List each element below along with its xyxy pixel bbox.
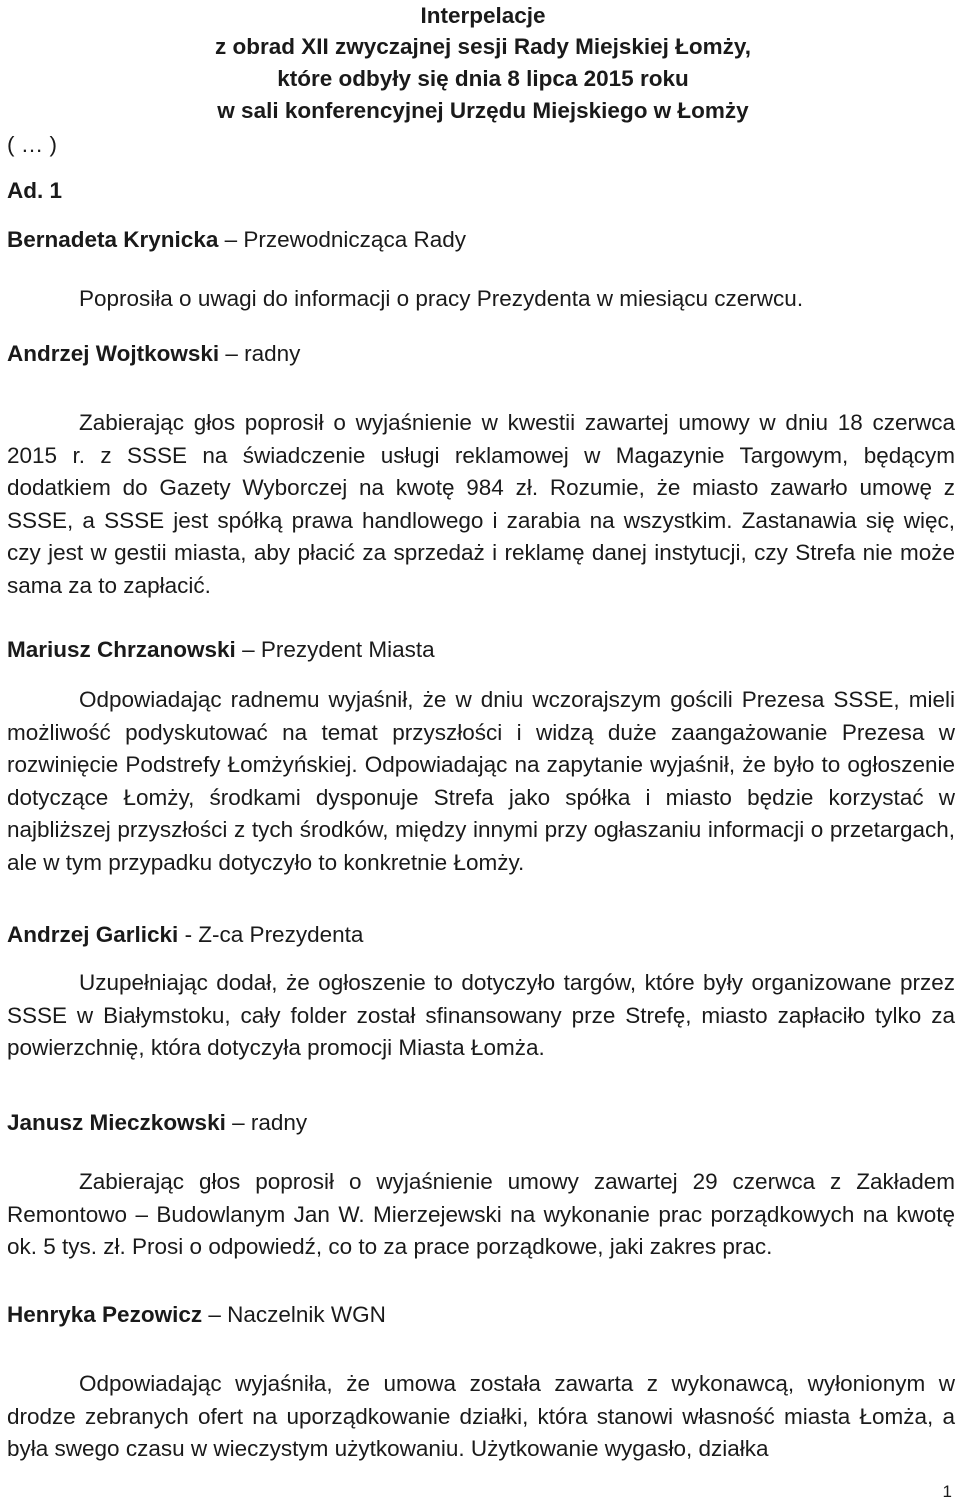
speaker-name: Andrzej Wojtkowski: [7, 341, 220, 366]
statement-paragraph: Odpowiadając wyjaśniła, że umowa została zawarta z wykonawcą, wyłonionym w drodze zebranych ofert na uporządkowanie działki, która stanowi własność miasta Łomża, a była swego czasu w wieczystym użytkowaniu. Użytkowanie wygasło, działka: [7, 1371, 955, 1461]
speaker-line: [7, 341, 300, 367]
agenda-item-label: Ad. 1: [7, 178, 63, 203]
page-number: 1: [942, 1482, 952, 1501]
speaker-name: Janusz Mieczkowski: [7, 1110, 226, 1135]
statement-paragraph: Uzupełniając dodał, że ogłoszenie to dotyczyło targów, które były organizowane przez SSSE w Białymstoku, cały folder został sfinansowany prze Strefę, miasto zapłaciło tylko za powierzchnię, która dotyczyła promocji Miasta Łomża.: [7, 970, 955, 1060]
speaker-role: – Przewodnicząca Rady: [218, 227, 466, 252]
speaker-name: Andrzej Garlicki: [7, 922, 179, 947]
statement-paragraph: Zabierając głos poprosił o wyjaśnienie w kwestii zawartej umowy w dniu 18 czerwca 2015 r. z SSSE na świadczenie usługi reklamowej w Magazynie Targowym, będącym dodatkiem do Gazety Wyborczej na kwotę 984 zł. Rozumie, że miasto zawarło umowę z SSSE, a SSSE jest spółką prawa handlowego i zarabia na wszystkim. Zastanawia się więc, czy jest w gestii miasta, aby płacić za sprzedaż i reklamę danej instytucji, czy Strefa nie może sama za to zapłacić.: [7, 410, 955, 598]
speaker-line: [7, 227, 466, 253]
statement-paragraph: Odpowiadając radnemu wyjaśnił, że w dniu wczorajszym gościli Prezesa SSSE, mieli możliwość podyskutować na temat przyszłości i widzą duże zaangażowanie Prezesa w rozwinięcie Podstrefy Łomżyńskiej. Odpowiadając na zapytanie wyjaśnił, że było to ogłoszenie dotyczące Łomży, środkami dysponuje Strefa jako spółka i miasto będzie korzystać w najbliższej przyszłości z tych środków, między innymi przy ogłaszaniu informacji o przetargach, ale w tym przypadku dotyczyło to konkretnie Łomży.: [7, 687, 955, 875]
speaker-name: Mariusz Chrzanowski: [7, 637, 236, 662]
speaker-role: – Naczelnik WGN: [202, 1302, 386, 1327]
speaker-line: [7, 922, 363, 948]
speaker-role: – Prezydent Miasta: [235, 637, 435, 662]
speaker-line: [7, 1302, 386, 1328]
statement-paragraph: Poprosiła o uwagi do informacji o pracy Prezydenta w miesiącu czerwcu.: [79, 286, 804, 311]
document-title: Interpelacje: [420, 3, 546, 28]
speaker-line: [7, 637, 435, 663]
speaker-name: Bernadeta Krynicka: [7, 227, 219, 252]
header-date-line: które odbyły się dnia 8 lipca 2015 roku: [277, 66, 689, 91]
header-location-line: w sali konferencyjnej Urzędu Miejskiego w Łomży: [217, 98, 749, 123]
speaker-line: [7, 1110, 307, 1136]
speaker-role: – radny: [219, 341, 301, 366]
speaker-role: – radny: [225, 1110, 308, 1135]
statement-paragraph: Zabierając głos poprosił o wyjaśnienie umowy zawartej 29 czerwca z Zakładem Remontowo – Budowlanym Jan W. Mierzejewski na wykonanie prac porządkowych na kwotę ok. 5 tys. zł. Prosi o odpowiedź, co to za prace porządkowe, jaki zakres prac.: [7, 1169, 955, 1259]
speaker-role: - Z-ca Prezydenta: [178, 922, 364, 947]
header-session-line: z obrad XII zwyczajnej sesji Rady Miejskiej Łomży,: [214, 34, 752, 59]
speaker-name: Henryka Pezowicz: [7, 1302, 203, 1327]
ellipsis-marker: ( … ): [7, 132, 57, 157]
